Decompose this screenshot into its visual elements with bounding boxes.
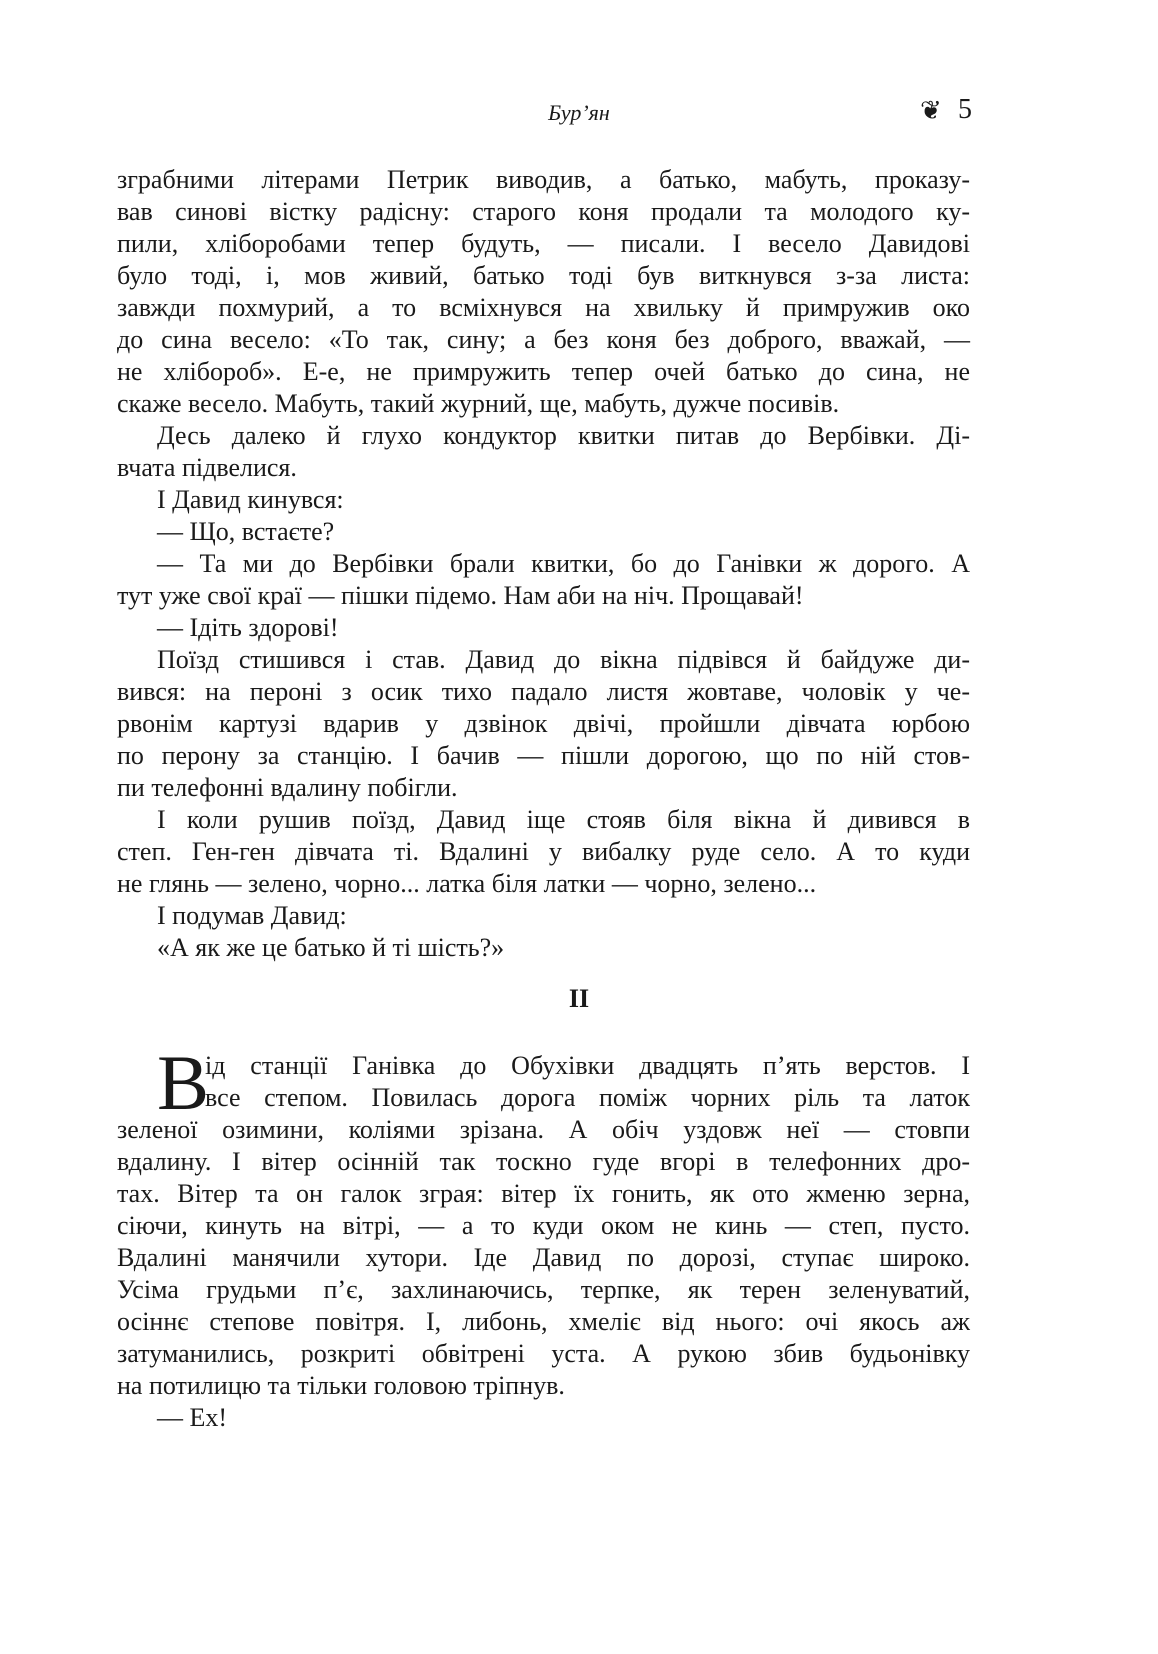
text-line: — Та ми до Вербівки брали квитки, бо до Ганівки ж дорого. А (157, 549, 970, 578)
text-line: вав синові вістку радісну: старого коня продали та молодого ку- (117, 197, 970, 226)
text-line: скаже весело. Мабуть, такий журний, ще, мабуть, дужче посивів. (117, 389, 840, 418)
paragraph (117, 548, 970, 612)
paragraph (117, 516, 970, 548)
text-line: не глянь — зелено, чорно... латка біля латки — чорно, зелено... (117, 869, 817, 898)
text-line: — Ех! (157, 1403, 228, 1432)
text-line: осіннє степове повітря. І, либонь, хмеліє від нього: очі якось аж (117, 1307, 970, 1336)
text-line: пи телефонні вдалину побігли. (117, 773, 458, 802)
text-line: степ. Ген-ген дівчата ті. Вдалині у вибалку руде село. А то куди (117, 837, 970, 866)
paragraph (117, 1039, 970, 1402)
text-line: вився: на пероні з осик тихо падало листя жовтаве, чоловік у че- (117, 677, 970, 706)
paragraph (117, 932, 970, 964)
paragraph (117, 612, 970, 644)
drop-cap: В (157, 1039, 210, 1126)
text-line: зграбними літерами Петрик виводив, а батько, мабуть, проказу- (117, 165, 970, 194)
paragraph (117, 1402, 970, 1434)
text-line: Усіма грудьми п’є, захлинаючись, терпке, як терен зеленуватий, (117, 1275, 970, 1304)
text-line: «А як же це батько й ті шість?» (157, 933, 505, 962)
paragraph (117, 420, 970, 484)
text-block-part1 (117, 164, 970, 964)
text-line: І подумав Давид: (157, 901, 347, 930)
text-line: ід станції Ганівка до Обухівки двадцять п’ять верстов. І (205, 1051, 970, 1080)
text-line: Поїзд стишився і став. Давид до вікна підвівся й байдуже ди- (157, 645, 970, 674)
text-line: — Що, встаєте? (157, 517, 335, 546)
text-line: пили, хліборобами тепер будуть, — писали. І весело Давидові (117, 229, 970, 258)
text-line: не хлібороб». Е-е, не примружить тепер очей батько до сина, не (117, 357, 970, 386)
paragraph (117, 164, 970, 420)
fleuron-icon: ❦ (920, 96, 942, 125)
text-line: Вдалині манячили хутори. Іде Давид по дорозі, ступає широко. (117, 1243, 970, 1272)
paragraph (117, 644, 970, 804)
text-line: І коли рушив поїзд, Давид іще стояв біля вікна й дивився в (157, 805, 970, 834)
page-number: 5 (958, 94, 972, 125)
text-line: вдалину. І вітер осінній так тоскно гуде вгорі в телефонних дро- (117, 1147, 970, 1176)
paragraph (117, 900, 970, 932)
text-line: все степом. Повилась дорога поміж чорних ріль та латок (205, 1083, 970, 1112)
text-line: тах. Вітер та он галок зграя: вітер їх гонить, як ото жменю зерна, (117, 1179, 970, 1208)
text-line: зеленої озимини, коліями зрізана. А обіч уздовж неї — стовпи (117, 1115, 970, 1144)
text-line: І Давид кинувся: (157, 485, 344, 514)
paragraph (117, 804, 970, 900)
text-line: завжди похмурий, а то всміхнувся на хвильку й примружив око (117, 293, 970, 322)
text-line: тут уже свої краї — пішки підемо. Нам аби на ніч. Прощавай! (117, 581, 804, 610)
text-line: сіючи, кинуть на вітрі, — а то куди оком не кинь — степ, пусто. (117, 1211, 970, 1240)
text-line: — Ідіть здорові! (157, 613, 339, 642)
text-line: до сина весело: «То так, сину; а без коня без доброго, вважай, — (117, 325, 970, 354)
text-line: затуманились, розкриті обвітрені уста. А рукою збив будьонівку (117, 1339, 970, 1368)
running-title: Бур’ян (548, 100, 610, 125)
text-line: рвонім картузі вдарив у дзвінок двічі, пройшли дівчата юрбою (117, 709, 970, 738)
text-line: вчата підвелися. (117, 453, 297, 482)
text-line: Десь далеко й глухо кондуктор квитки питав до Вербівки. Ді- (157, 421, 970, 450)
text-line: на потилицю та тільки головою тріпнув. (117, 1371, 565, 1400)
paragraph (117, 484, 970, 516)
text-line: по перону за станцію. І бачив — пішли дорогою, що по ній стов- (117, 741, 970, 770)
text-block-part2 (117, 1039, 970, 1434)
text-line: було тоді, і, мов живий, батько тоді був виткнувся з-за листа: (117, 261, 970, 290)
section-heading: II (568, 984, 590, 1013)
